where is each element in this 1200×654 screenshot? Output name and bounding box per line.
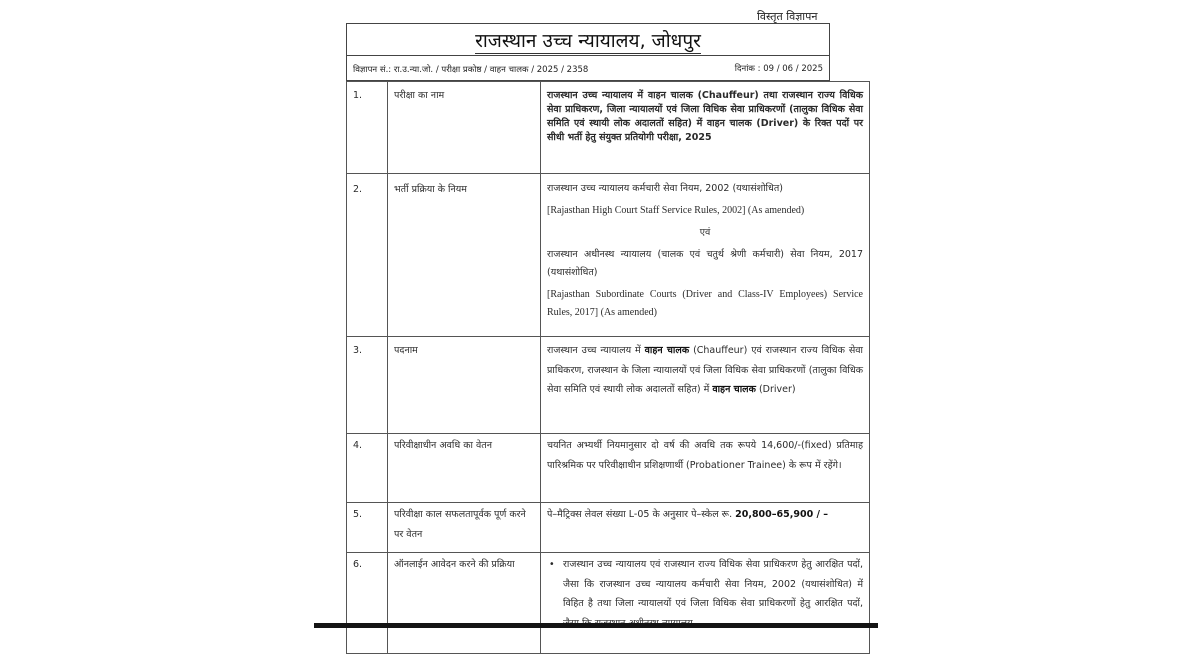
application-text: राजस्थान उच्च न्यायालय एवं राजस्थान राज्य विधिक सेवा प्राधिकरण हेतु आरक्षित पदों, जैसा कि राजस्थान उच्च न्यायालय कर्मचारी सेवा नियम, 2002 (यथासंशोधित) में विहित है तथा जिला न्यायालयों एवं जिला विधिक सेवा प्राधिकरणों हेतु आरक्षित पदों, xyxy=(563,559,863,609)
title-box xyxy=(346,23,830,55)
row-number: 6. xyxy=(347,553,388,654)
row-number: 5. xyxy=(347,503,388,553)
rule-english-1: [Rajasthan High Court Staff Service Rules, 2002] (As amended) xyxy=(547,205,805,216)
row-value xyxy=(541,503,870,553)
row-label: ऑनलाईन आवेदन करने की प्रक्रिया xyxy=(388,553,541,654)
rule-hindi-2: राजस्थान अधीनस्थ न्यायालय (चालक एवं चतुर्थ श्रेणी कर्मचारी) सेवा नियम, 2017 (यथासंशोधित) xyxy=(547,249,863,278)
row-label: परीक्षा का नाम xyxy=(388,82,541,174)
pay-scale: 20,800–65,900 / – xyxy=(735,509,829,520)
row-label: परिवीक्षा काल सफलतापूर्वक पूर्ण करने पर वेतन xyxy=(388,503,541,553)
rule-conjunction: एवं xyxy=(699,227,711,238)
page-title-text: राजस्थान उच्च न्यायालय, जोधपुर xyxy=(475,30,701,52)
details-table xyxy=(346,81,870,654)
row-value xyxy=(541,337,870,434)
table-row-exam-name xyxy=(347,82,870,174)
table-row-recruitment-rules xyxy=(347,174,870,337)
page-bottom-edge xyxy=(314,623,878,628)
row-value: राजस्थान उच्च न्यायालय में वाहन चालक (Chauffeur) तथा राजस्थान राज्य विधिक सेवा प्राधिकरण, जिला न्यायालयों एवं जिला विधिक सेवा प्राधिकरणों (तालुका विधिक सेवा समिति एवं स्थायी लोक अदालतों सहित) में वाहन चालक (Driver) के रिक्त पदों पर सीधी भर्ती हेतु संयुक्त प्रतियोगी परीक्षा, 2025 xyxy=(541,82,870,174)
designation-text-e: (Driver) xyxy=(755,384,796,395)
row-number: 3. xyxy=(347,337,388,434)
bullet-icon: • xyxy=(549,559,555,570)
table-row-pay-after-probation xyxy=(347,503,870,553)
row-value: चयनित अभ्यर्थी नियमानुसार दो वर्ष की अवधि तक रूपये 14,600/-(fixed) प्रतिमाह पारिश्रमिक पर परिवीक्षाधीन प्रशिक्षणार्थी (Probationer Trainee) के रूप में रहेंगे। xyxy=(541,434,870,503)
row-number: 1. xyxy=(347,82,388,174)
table-row-probation-pay xyxy=(347,434,870,503)
row-label: पदनाम xyxy=(388,337,541,434)
notice-info-row xyxy=(346,55,830,81)
notice-number: विज्ञापन सं.: रा.उ.न्या.जो. / परीक्षा प्रकोष्ठ / वाहन चालक / 2025 / 2358 xyxy=(353,65,589,75)
advertisement-type-label: विस्तृत विज्ञापन xyxy=(757,10,818,23)
row-label: भर्ती प्रक्रिया के नियम xyxy=(388,174,541,337)
row-number: 4. xyxy=(347,434,388,503)
pay-text: पे–मैट्रिक्स लेवल संख्या L-05 के अनुसार पे–स्केल रू. xyxy=(547,509,736,520)
notice-date: दिनांक : 09 / 06 / 2025 xyxy=(734,64,823,74)
designation-text-a: राजस्थान उच्च न्यायालय में xyxy=(547,345,645,356)
row-number: 2. xyxy=(347,174,388,337)
designation-text-b: वाहन चालक xyxy=(644,345,690,356)
table-row-designation xyxy=(347,337,870,434)
designation-text-d: वाहन चालक xyxy=(712,384,756,395)
page-title xyxy=(347,27,829,53)
designation-text-c: (Chauffeur) एवं राजस्थान राज्य विधिक सेवा प्राधिकरण, राजस्थान के जिला न्यायालयों एवं जिला विधिक सेवा प्राधिकरणों (तालुका विधिक सेवा समिति एवं स्थायी लोक अदालतों सहित) में xyxy=(547,345,863,395)
row-label: परिवीक्षाधीन अवधि का वेतन xyxy=(388,434,541,503)
rule-english-2: [Rajasthan Subordinate Courts (Driver and Class-IV Employees) Service Rules, 2017] (As amended) xyxy=(547,289,863,318)
row-value xyxy=(541,174,870,337)
table-row-online-application xyxy=(347,553,870,654)
rule-hindi-1: राजस्थान उच्च न्यायालय कर्मचारी सेवा नियम, 2002 (यथासंशोधित) xyxy=(547,183,783,194)
row-value xyxy=(541,553,870,654)
